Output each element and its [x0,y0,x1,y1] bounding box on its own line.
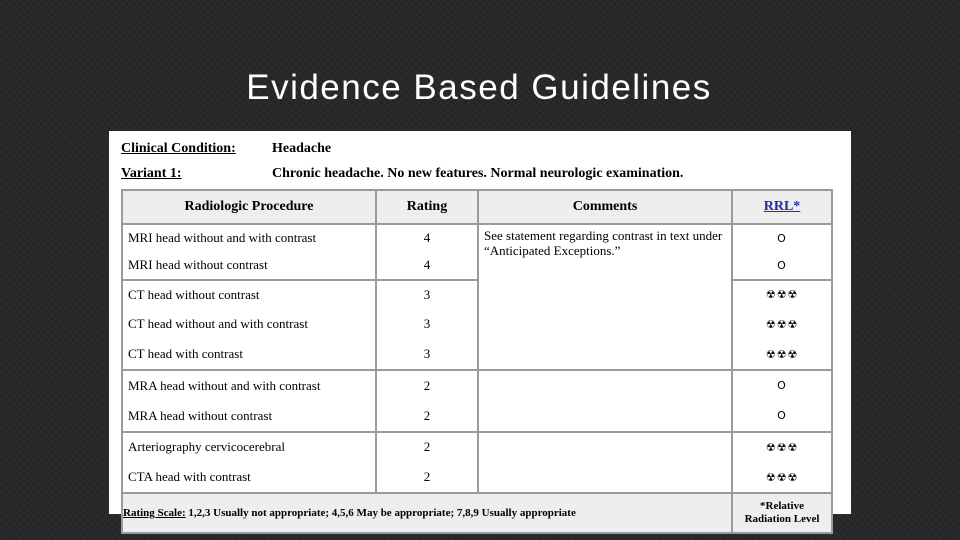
table-footer-row [122,493,832,533]
comment-cell [478,462,732,493]
comment-cell [478,432,732,463]
table-row [122,432,832,463]
rrl-note-line2: Radiation Level [744,513,820,526]
col-header-procedure: Radiologic Procedure [122,190,376,224]
rrl-cell: O [732,401,832,432]
rrl-cell: O [732,252,832,280]
table-row [122,224,832,252]
rrl-note-line1: *Relative [760,500,804,513]
comment-cell [478,280,732,310]
col-header-rating: Rating [376,190,478,224]
rating-cell: 4 [376,224,478,252]
table-row [122,309,832,339]
rating-cell: 2 [376,432,478,463]
procedure-cell: MRI head without contrast [122,252,376,280]
procedure-cell: CTA head with contrast [122,462,376,493]
comment-cell: See statement regarding contrast in text under “Anticipated Exceptions.” [478,224,732,280]
procedure-cell: MRI head without and with contrast [122,224,376,252]
rating-cell: 4 [376,252,478,280]
rrl-cell: ☢☢☢ [732,462,832,493]
rrl-cell: ☢☢☢ [732,309,832,339]
slide-title: Evidence Based Guidelines [246,68,712,107]
condition-value: Headache [272,141,332,156]
table-row [122,280,832,310]
rrl-cell: O [732,370,832,401]
rrl-cell: ☢☢☢ [732,280,832,310]
guideline-document [109,131,851,526]
rrl-note-cell [732,493,832,533]
comment-cell [478,370,732,401]
variant-label: Variant 1: [121,166,182,181]
comment-cell [478,309,732,339]
rating-scale-label: Rating Scale: [123,507,186,520]
rating-cell: 3 [376,339,478,370]
table-header-row [122,190,832,224]
procedure-cell: MRA head without and with contrast [122,370,376,401]
rating-scale-text: 1,2,3 Usually not appropriate; 4,5,6 May be appropriate; 7,8,9 Usually appropriate [188,507,576,520]
rating-cell: 2 [376,370,478,401]
table-row [122,401,832,432]
col-header-comments: Comments [478,190,732,224]
rating-scale-cell [122,493,732,533]
procedure-cell: CT head without and with contrast [122,309,376,339]
rrl-cell: ☢☢☢ [732,339,832,370]
col-header-rrl[interactable]: RRL* [732,190,832,224]
variant-value: Chronic headache. No new features. Normal neurologic examination. [272,166,684,181]
procedure-cell: MRA head without contrast [122,401,376,432]
rating-cell: 3 [376,280,478,310]
procedure-cell: CT head without contrast [122,280,376,310]
procedure-cell: CT head with contrast [122,339,376,370]
procedure-table [121,189,833,534]
rrl-cell: O [732,224,832,252]
condition-label: Clinical Condition: [121,141,236,156]
comment-cell [478,339,732,370]
table-row [122,462,832,493]
rating-cell: 2 [376,401,478,432]
table-row [122,339,832,370]
rrl-cell: ☢☢☢ [732,432,832,463]
procedure-cell: Arteriography cervicocerebral [122,432,376,463]
comment-cell [478,401,732,432]
rating-cell: 2 [376,462,478,493]
table-row [122,370,832,401]
rating-cell: 3 [376,309,478,339]
